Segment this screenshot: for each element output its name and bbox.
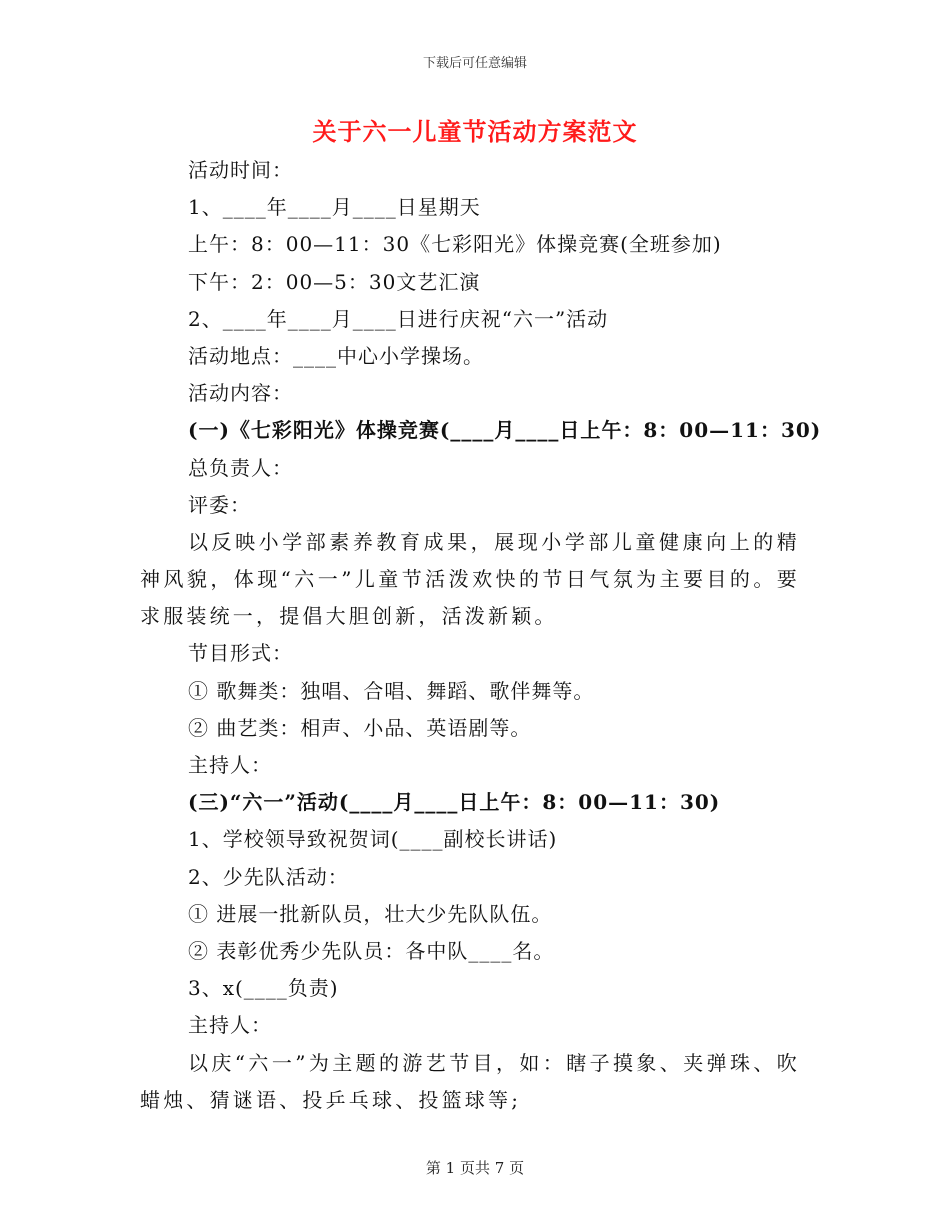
activity-location: 活动地点：____中心小学操场。 xyxy=(188,343,484,368)
activity-time-label: 活动时间： xyxy=(188,158,293,182)
document-title: 关于六一儿童节活动方案范文 xyxy=(312,117,638,146)
agenda-item-1: 1、学校领导致祝贺词(____副校长讲话) xyxy=(188,827,558,852)
section-heading-children-day: (三)“六一”活动(____月____日上午：8：00—11：30) xyxy=(188,790,721,815)
purpose-paragraph: 以反映小学部素养教育成果，展现小学部儿童健康向上的精神风貌，体现“六一”儿童节活泼欢快的节日气氛为主要目的。要求服装统一，提倡大胆创新，活泼新颖。 xyxy=(140,529,800,629)
program-item-folk-art: ② 曲艺类：相声、小品、英语剧等。 xyxy=(188,715,532,740)
date-line-2: 2、____年____月____日进行庆祝“六一”活动 xyxy=(188,306,609,331)
morning-schedule: 上午：8：00—11：30《七彩阳光》体操竞赛(全班参加) xyxy=(188,232,722,257)
judges-label: 评委： xyxy=(188,492,251,517)
document-body xyxy=(140,152,822,1119)
date-line-1: 1、____年____月____日星期天 xyxy=(188,195,481,220)
host-label-1: 主持人： xyxy=(188,753,272,778)
agenda-item-2: 2、少先队活动： xyxy=(188,864,349,889)
agenda-subitem-2: ② 表彰优秀少先队员：各中队____名。 xyxy=(188,938,555,963)
games-paragraph: 以庆“六一”为主题的游艺节目，如：瞎子摸象、夹弹珠、吹蜡烛、猜谜语、投乒乓球、投篮球等; xyxy=(140,1050,800,1112)
afternoon-schedule: 下午：2：00—5：30文艺汇演 xyxy=(188,269,481,294)
activity-content-label: 活动内容： xyxy=(188,381,293,406)
page-footer: 第 1 页共 7 页 xyxy=(425,1159,525,1177)
agenda-item-3: 3、x(____负责) xyxy=(188,976,339,1001)
program-format-label: 节目形式： xyxy=(188,641,293,666)
section-heading-gymnastics: (一)《七彩阳光》体操竞赛(____月____日上午：8：00—11：30) xyxy=(188,418,822,443)
host-label-2: 主持人： xyxy=(188,1013,272,1038)
agenda-subitem-1: ① 进展一批新队员，壮大少先队队伍。 xyxy=(188,901,553,926)
chief-person-label: 总负责人： xyxy=(188,455,293,480)
page-header: 下载后可任意编辑 xyxy=(422,56,527,71)
program-item-song-dance: ① 歌舞类：独唱、合唱、舞蹈、歌伴舞等。 xyxy=(188,678,595,703)
